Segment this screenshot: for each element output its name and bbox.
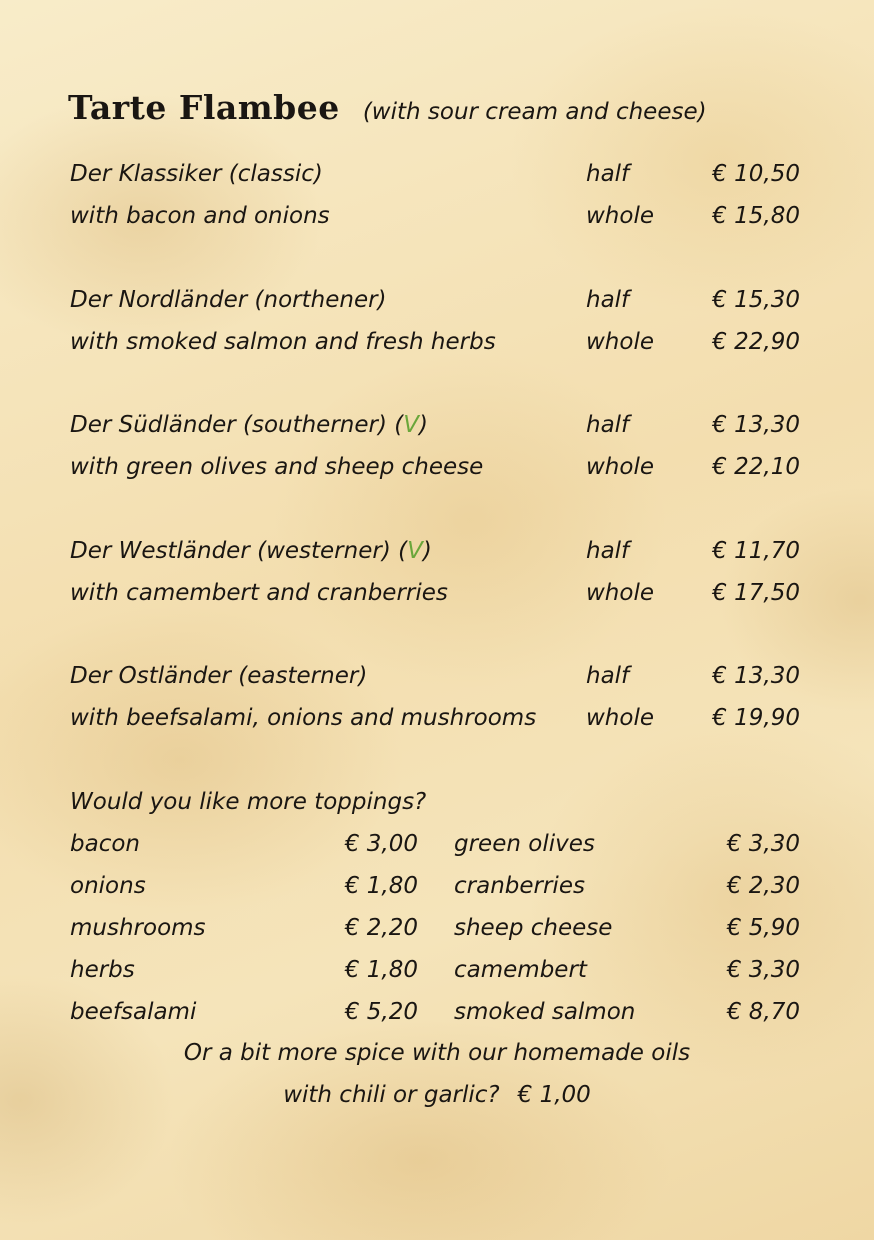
topping-price: € 1,80 [344, 873, 418, 899]
spice-oil-line-1: Or a bit more spice with our homemade oils [183, 1040, 691, 1066]
whole-label: whole [586, 329, 655, 355]
half-price: € 15,30 [712, 287, 800, 313]
vegetarian-mark: V [403, 412, 419, 438]
item-name-text: Der Südländer (southerner) ( [70, 412, 404, 438]
half-label: half [586, 161, 630, 187]
topping-price: € 3,30 [726, 957, 800, 983]
toppings-heading: Would you like more toppings? [70, 789, 427, 815]
topping-name: cranberries [454, 873, 585, 899]
spice-oil-question: with chili or garlic? [283, 1082, 500, 1108]
spice-oil-price: € 1,00 [517, 1082, 591, 1108]
menu-item-nordlaender [70, 279, 800, 363]
whole-price: € 22,90 [712, 329, 800, 355]
topping-name: beefsalami [70, 999, 197, 1025]
item-description: with green olives and sheep cheese [70, 454, 484, 480]
menu-title [68, 88, 707, 127]
topping-row [70, 823, 418, 865]
half-price: € 13,30 [712, 412, 800, 438]
topping-name: herbs [70, 957, 135, 983]
whole-price: € 19,90 [712, 705, 800, 731]
whole-label: whole [586, 705, 655, 731]
topping-row [454, 823, 800, 865]
item-description: with bacon and onions [70, 203, 330, 229]
menu-item-ostlaender [70, 655, 800, 739]
item-description: with beefsalami, onions and mushrooms [70, 705, 537, 731]
whole-label: whole [586, 454, 655, 480]
whole-price: € 17,50 [712, 580, 800, 606]
item-name-text: Der Westländer (westerner) ( [70, 538, 408, 564]
item-name: Der Nordländer (northener) [70, 287, 387, 313]
topping-name: camembert [454, 957, 587, 983]
item-name: Der Ostländer (easterner) [70, 663, 368, 689]
item-name-close: ) [418, 412, 428, 438]
topping-row [454, 907, 800, 949]
menu-item-westlaender [70, 530, 800, 614]
vegetarian-mark: V [407, 538, 423, 564]
item-name [70, 530, 432, 572]
topping-price: € 2,20 [344, 915, 418, 941]
whole-label: whole [586, 203, 655, 229]
half-label: half [586, 412, 630, 438]
topping-name: mushrooms [70, 915, 206, 941]
item-name-close: ) [422, 538, 432, 564]
whole-label: whole [586, 580, 655, 606]
topping-name: bacon [70, 831, 140, 857]
topping-price: € 8,70 [726, 999, 800, 1025]
topping-row [454, 949, 800, 991]
topping-row [70, 865, 418, 907]
topping-row [70, 991, 418, 1033]
menu-title-subtitle: (with sour cream and cheese) [362, 99, 707, 125]
menu-item-suedlaender [70, 404, 800, 488]
spice-oil-line-2 [0, 1074, 874, 1116]
topping-price: € 3,30 [726, 831, 800, 857]
topping-name: onions [70, 873, 146, 899]
topping-price: € 3,00 [344, 831, 418, 857]
menu-title-main: Tarte Flambee [68, 88, 340, 127]
item-description: with camembert and cranberries [70, 580, 448, 606]
item-name [70, 404, 428, 446]
toppings-list-right [454, 823, 800, 1033]
topping-name: green olives [454, 831, 595, 857]
topping-name: smoked salmon [454, 999, 636, 1025]
topping-row [70, 949, 418, 991]
topping-price: € 1,80 [344, 957, 418, 983]
whole-price: € 15,80 [712, 203, 800, 229]
half-price: € 11,70 [712, 538, 800, 564]
half-label: half [586, 287, 630, 313]
half-label: half [586, 663, 630, 689]
half-label: half [586, 538, 630, 564]
topping-price: € 5,20 [344, 999, 418, 1025]
toppings-list-left [70, 823, 418, 1033]
topping-row [454, 865, 800, 907]
whole-price: € 22,10 [712, 454, 800, 480]
item-name: Der Klassiker (classic) [70, 161, 323, 187]
topping-price: € 2,30 [726, 873, 800, 899]
topping-row [70, 907, 418, 949]
topping-row [454, 991, 800, 1033]
spice-oil-note [0, 1032, 874, 1116]
half-price: € 13,30 [712, 663, 800, 689]
item-description: with smoked salmon and fresh herbs [70, 329, 496, 355]
topping-name: sheep cheese [454, 915, 613, 941]
half-price: € 10,50 [712, 161, 800, 187]
menu-item-klassiker [70, 153, 800, 237]
topping-price: € 5,90 [726, 915, 800, 941]
